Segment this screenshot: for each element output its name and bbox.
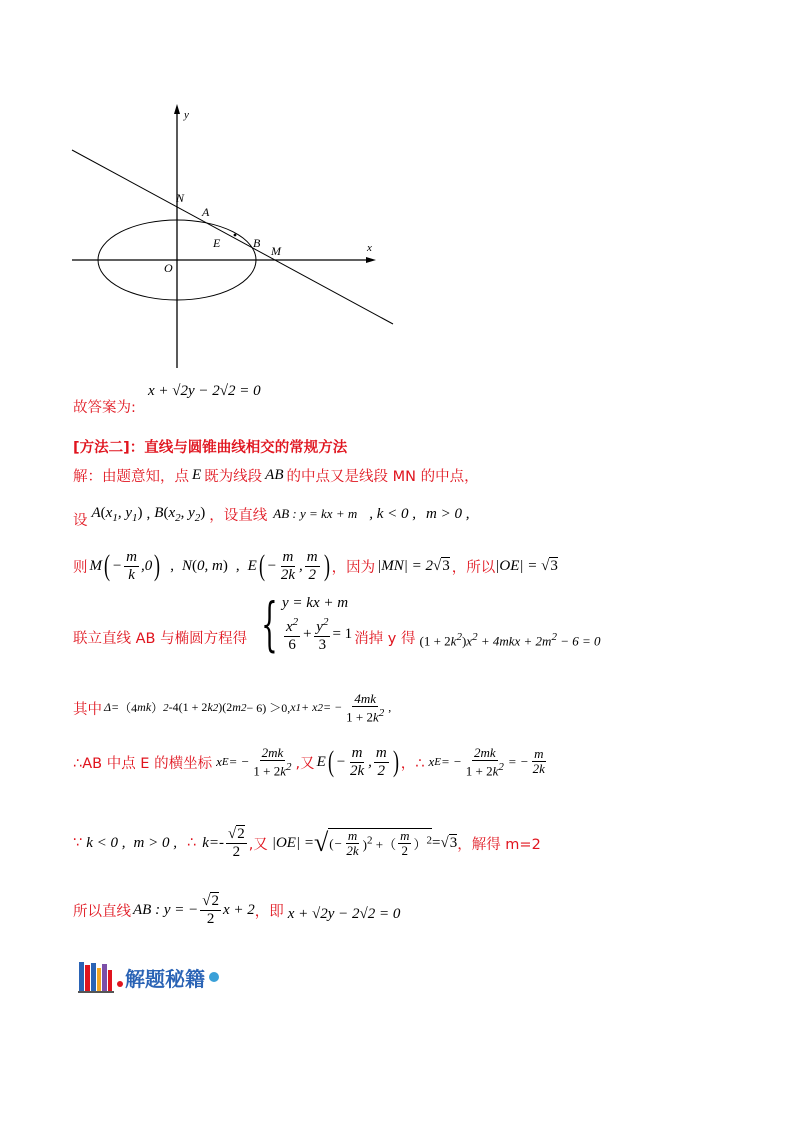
p7-post: ，解得 m=2 <box>457 836 541 853</box>
p8-pre: 所以直线 <box>73 903 131 920</box>
point-a-coord: $A(x_1$, $y_1$) <box>91 504 143 524</box>
label-a: A <box>202 205 210 219</box>
p6-pre: ∴AB 中点 E 的横坐标 <box>73 755 213 772</box>
oe-sqrt-eq: |OE| = √ ( − $\frac{m}{2k}$ )$^2$ +（ $\frac{m}{2}$ ）$^2$ =√ 3 <box>271 827 458 858</box>
y-axis-label: y <box>184 109 189 121</box>
m-positive: m > 0 , <box>133 834 177 851</box>
point-n-coord: N(0, m) <box>181 557 228 574</box>
equation-system: { y = kx + m $\frac{x^2}{6}$ + $\frac{y^2}{3}$ = 1 <box>261 590 353 658</box>
label-b: B <box>253 236 261 250</box>
p4-mid: 消掉 y 得 <box>354 630 416 647</box>
p3-ze: 则 <box>73 559 88 576</box>
label-m: M <box>271 244 281 258</box>
k-value: k=- $\frac{√2}{2}$ <box>202 826 245 860</box>
line-ab <box>72 150 393 324</box>
paragraph-1 <box>73 465 479 486</box>
books-icon <box>78 960 116 994</box>
final-line-eq: AB : y = − $\frac{√2}{2}$ x + 2 <box>133 893 255 927</box>
point-e-coord: E ( − $\frac{m}{2k}$ , $\frac{m}{2}$ ) <box>247 549 330 583</box>
p3-because: ，因为 <box>331 559 376 576</box>
p7-because: ∵ <box>73 835 83 851</box>
paragraph-8 <box>73 888 400 932</box>
p6-you: ,又 <box>295 755 315 772</box>
point-e-dot <box>234 234 237 237</box>
paragraph-7 <box>73 818 541 868</box>
logo-dot-right <box>209 972 219 982</box>
answer-equation: x + √2y − 2√2 = 0 <box>148 383 261 399</box>
final-answer-eq: x + √2y − 2√2 = 0 <box>287 905 401 922</box>
label-e: E <box>213 236 221 250</box>
answer-prefix: 故答案为: <box>73 400 136 416</box>
point-e-coord-2: E ( − $\frac{m}{2k}$ , $\frac{m}{2}$ ) <box>316 745 399 779</box>
paragraph-2 <box>73 497 474 531</box>
discriminant-expr: Δ= （4 mk ） 2 -4(1 + 2 k 2 )(2 m 2 − 6) ＞0, x 1 + x 2 = − $\frac{4mk}{1 + 2k^2}$ , <box>104 690 392 725</box>
p1-ab: AB <box>265 467 284 483</box>
p1-pre: 解：由题意知，点 <box>73 469 189 485</box>
x-axis-label: x <box>367 242 372 254</box>
p2-she: 设 <box>73 512 88 529</box>
xe-expr-2: x E = − $\frac{2mk}{1 + 2k^2}$ = − $\frac{m}{2k}$ <box>428 744 545 779</box>
p1-e: E <box>192 467 202 483</box>
m-condition: m > 0 , <box>426 505 470 522</box>
paragraph-4 <box>73 592 601 656</box>
paragraph-3 <box>73 545 558 587</box>
p6-therefore: ，∴ <box>400 755 425 772</box>
ellipse-figure <box>60 100 400 375</box>
p7-you: ,又 <box>248 836 268 853</box>
line-ab-eq: AB : y = kx + m <box>273 506 358 521</box>
point-m-coord: M ( − $\frac{m}{k}$ ,0 ) <box>89 549 161 583</box>
paragraph-6 <box>73 740 549 784</box>
p1-mid: 既为线段 <box>204 469 263 485</box>
k-negative: k < 0 , <box>86 834 126 851</box>
p2-comma: , <box>146 505 151 522</box>
p3-comma2: , <box>235 557 240 574</box>
p7-therefore-sym: ∴ <box>186 835 197 851</box>
section-logo <box>78 960 219 994</box>
label-n: N <box>176 191 185 205</box>
x-axis-arrow <box>366 257 376 263</box>
p3-so: ，所以 <box>451 559 496 576</box>
xe-expr-1: x E = − $\frac{2mk}{1 + 2k^2}$ <box>216 744 292 779</box>
p1-post: 的中点又是线段 MN 的中点， <box>286 469 479 485</box>
oe-length: |OE| = √3 <box>495 557 558 574</box>
p2-setline: ，设直线 <box>209 507 268 524</box>
p4-pre: 联立直线 AB 与椭圆方程得 <box>73 630 248 647</box>
paragraph-5 <box>73 688 391 728</box>
point-b-coord: $B(x_2$, $y_2$) <box>154 504 206 524</box>
logo-dot-left <box>117 981 123 987</box>
k-condition: , k < 0 , <box>369 505 417 522</box>
p8-mid: ，即 <box>254 903 284 920</box>
y-axis-arrow <box>174 104 180 114</box>
method-title: [方法二]：直线与圆锥曲线相交的常规方法 <box>73 440 348 456</box>
mn-length: |MN| = 2√3 <box>377 557 450 574</box>
quadratic-eq: $(1 + 2k^2)x^2 + 4mkx + 2m^2 - 6 = 0$ <box>419 630 601 649</box>
p3-comma1: , <box>170 557 174 574</box>
logo-label: 解题秘籍 <box>125 966 205 991</box>
label-o: O <box>164 261 173 275</box>
p5-pre: 其中 <box>73 701 102 718</box>
